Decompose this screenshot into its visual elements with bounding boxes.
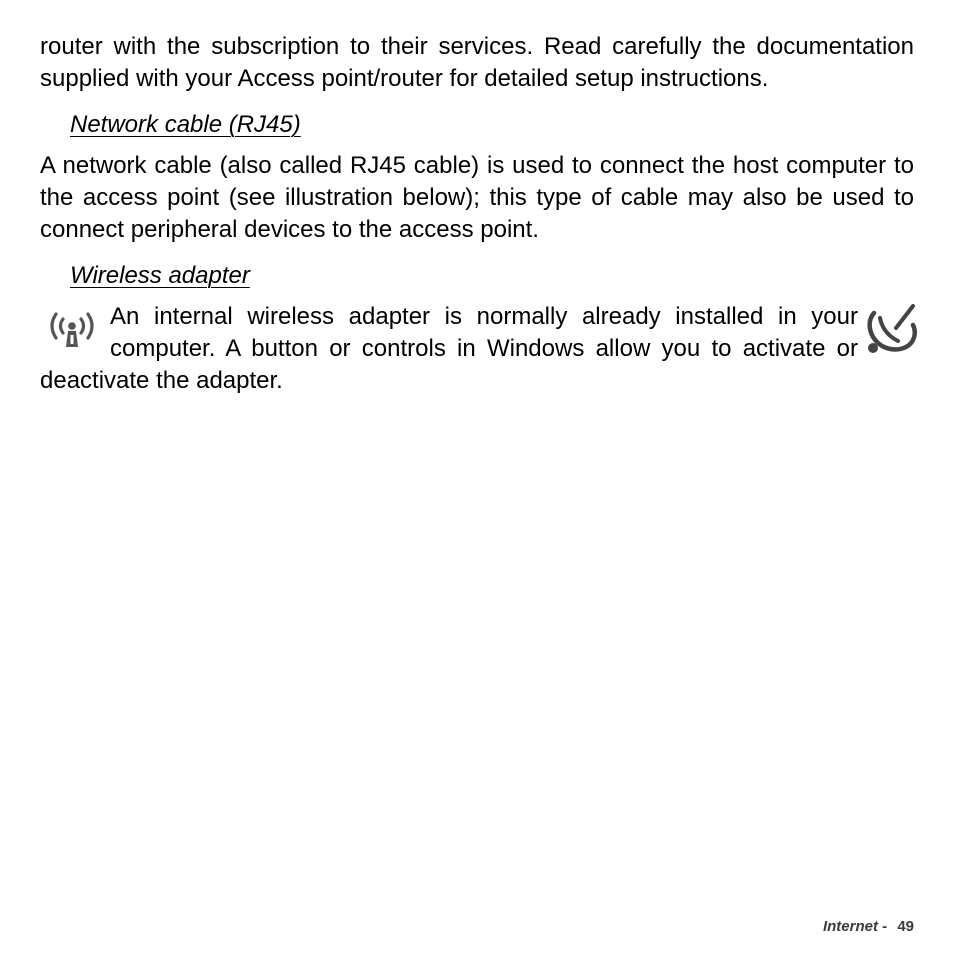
wireless-adapter-section [40, 301, 914, 397]
page-content [40, 31, 914, 397]
wireless-adapter-paragraph: An internal wireless adapter is normally already installed in your computer. A button or controls in Windows allow you to activate or deactivate the adapter. [40, 303, 858, 394]
wireless-off-icon [866, 303, 920, 357]
wireless-antenna-icon [44, 305, 100, 355]
wireless-adapter-heading: Wireless adapter [70, 262, 250, 289]
footer-separator: - [882, 918, 888, 935]
footer-section-name: Internet [822, 918, 878, 935]
network-cable-paragraph: A network cable (also called RJ45 cable) is used to connect the host computer to the access point (see illustration below); this type of cable may also be used to connect peripheral devices to the access point. [40, 152, 914, 243]
intro-paragraph: router with the subscription to their services. Read carefully the documentation supplied with your Access point/router for detailed setup instructions. [40, 33, 914, 92]
page-number: 49 [897, 918, 914, 935]
page-footer [823, 917, 914, 937]
network-cable-heading: Network cable (RJ45) [70, 111, 301, 138]
